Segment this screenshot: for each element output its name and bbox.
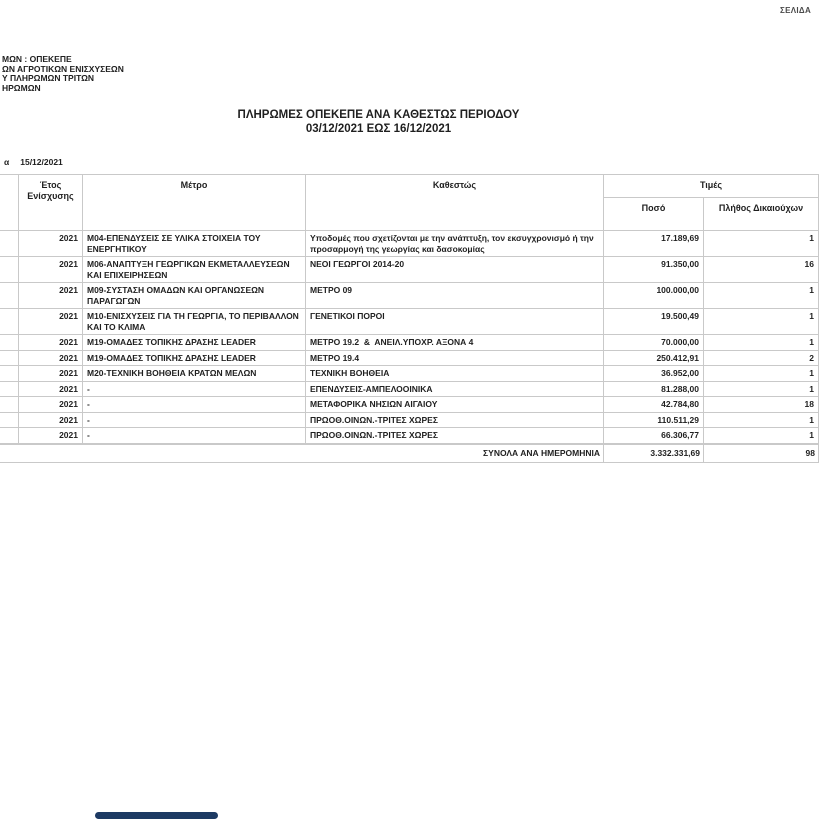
row-count: 1 <box>704 335 819 351</box>
row-measure: M04-ΕΠΕΝΔΥΣΕΙΣ ΣΕ ΥΛΙΚΑ ΣΤΟΙΧΕΙΑ ΤΟΥ ΕΝΕΡΓΗΤΙΚΟΥ <box>83 231 306 257</box>
row-regime: ΜΕΤΑΦΟΡΙΚΑ ΝΗΣΙΩΝ ΑΙΓΑΙΟΥ <box>306 397 604 413</box>
row-amount: 17.189,69 <box>604 231 704 257</box>
table-header-row-1 <box>0 175 819 198</box>
row-year: 2021 <box>19 309 83 335</box>
row-count: 16 <box>704 257 819 283</box>
row-year: 2021 <box>19 283 83 309</box>
row-year: 2021 <box>19 381 83 397</box>
row-count: 18 <box>704 397 819 413</box>
header-regime: Καθεστώς <box>306 175 604 231</box>
table-row <box>0 428 819 444</box>
row-count: 2 <box>704 350 819 366</box>
row-measure: - <box>83 397 306 413</box>
row-year: 2021 <box>19 397 83 413</box>
row-regime: Υποδομές που σχετίζονται με την ανάπτυξη, τον εκσυγχρονισμό ή την προσαρμογή της γεωργίας και δασοκομίας <box>306 231 604 257</box>
row-year: 2021 <box>19 257 83 283</box>
header-beneficiaries: Πλήθος Δικαιούχων <box>704 198 819 231</box>
row-measure: - <box>83 381 306 397</box>
row-year: 2021 <box>19 335 83 351</box>
row-stub-cell <box>0 412 19 428</box>
report-title-line1: ΠΛΗΡΩΜΕΣ ΟΠΕΚΕΠΕ ΑΝΑ ΚΑΘΕΣΤΩΣ ΠΕΡΙΟΔΟΥ <box>237 109 520 121</box>
row-count: 1 <box>704 283 819 309</box>
organization-header-block <box>2 55 124 93</box>
row-regime: ΠΡΩΟΘ.ΟΙΝΩΝ.-ΤΡΙΤΕΣ ΧΩΡΕΣ <box>306 428 604 444</box>
row-count: 1 <box>704 428 819 444</box>
report-title-period: 03/12/2021 ΕΩΣ 16/12/2021 <box>305 123 452 135</box>
row-stub-cell <box>0 335 19 351</box>
row-regime: ΠΡΩΟΘ.ΟΙΝΩΝ.-ΤΡΙΤΕΣ ΧΩΡΕΣ <box>306 412 604 428</box>
table-row <box>0 381 819 397</box>
table-row <box>0 366 819 382</box>
org-line-1: ΜΩΝ : ΟΠΕΚΕΠΕ <box>2 54 72 64</box>
row-measure: M10-ΕΝΙΣΧΥΣΕΙΣ ΓΙΑ ΤΗ ΓΕΩΡΓΙΑ, ΤΟ ΠΕΡΙΒΑΛΛΟΝ ΚΑΙ ΤΟ ΚΛΙΜΑ <box>83 309 306 335</box>
row-year: 2021 <box>19 428 83 444</box>
header-measure: Μέτρο <box>83 175 306 231</box>
report-title <box>0 108 757 136</box>
table-row <box>0 231 819 257</box>
totals-count: 98 <box>704 445 819 463</box>
table-row <box>0 397 819 413</box>
row-count: 1 <box>704 412 819 428</box>
row-stub-cell <box>0 283 19 309</box>
row-year: 2021 <box>19 366 83 382</box>
report-date-value: 15/12/2021 <box>20 157 63 167</box>
row-stub-cell <box>0 309 19 335</box>
row-amount: 66.306,77 <box>604 428 704 444</box>
row-regime: ΕΠΕΝΔΥΣΕΙΣ-ΑΜΠΕΛΟΟΙΝΙΚΑ <box>306 381 604 397</box>
report-date-row <box>4 157 63 167</box>
row-stub-cell <box>0 366 19 382</box>
header-amount: Ποσό <box>604 198 704 231</box>
row-measure: - <box>83 412 306 428</box>
table-row <box>0 283 819 309</box>
page-number-label: ΣΕΛΙΔΑ <box>780 6 812 15</box>
row-count: 1 <box>704 309 819 335</box>
payments-table <box>0 174 819 444</box>
row-year: 2021 <box>19 231 83 257</box>
row-regime: ΜΕΤΡΟ 09 <box>306 283 604 309</box>
row-stub-cell <box>0 257 19 283</box>
row-measure: M09-ΣΥΣΤΑΣΗ ΟΜΑΔΩΝ ΚΑΙ ΟΡΓΑΝΩΣΕΩΝ ΠΑΡΑΓΩΓΩΝ <box>83 283 306 309</box>
org-line-3: Υ ΠΛΗΡΩΜΩΝ ΤΡΙΤΩΝ <box>2 73 95 84</box>
row-stub-cell <box>0 350 19 366</box>
table-row <box>0 309 819 335</box>
date-label-fragment: α <box>4 157 10 167</box>
row-amount: 19.500,49 <box>604 309 704 335</box>
row-regime: ΝΕΟΙ ΓΕΩΡΓΟΙ 2014-20 <box>306 257 604 283</box>
row-regime: ΤΕΧΝΙΚΗ ΒΟΗΘΕΙΑ <box>306 366 604 382</box>
row-measure: M06-ΑΝΑΠΤΥΞΗ ΓΕΩΡΓΙΚΩΝ ΕΚΜΕΤΑΛΛΕΥΣΕΩΝ ΚΑΙ ΕΠΙΧΕΙΡΗΣΕΩΝ <box>83 257 306 283</box>
org-line-2: ΩΝ ΑΓΡΟΤΙΚΩΝ ΕΝΙΣΧΥΣΕΩΝ <box>2 63 124 74</box>
org-line-4: ΗΡΩΜΩΝ <box>2 82 41 93</box>
totals-table <box>0 444 819 463</box>
table-row <box>0 412 819 428</box>
table-row <box>0 335 819 351</box>
row-stub-cell <box>0 381 19 397</box>
row-stub-cell <box>0 428 19 444</box>
row-amount: 42.784,80 <box>604 397 704 413</box>
header-values-group: Τιμές <box>604 175 819 198</box>
row-count: 1 <box>704 366 819 382</box>
row-amount: 70.000,00 <box>604 335 704 351</box>
row-regime: ΜΕΤΡΟ 19.2 & ΑΝΕΙΛ.ΥΠΟΧΡ. ΑΞΟΝΑ 4 <box>306 335 604 351</box>
horizontal-scrollbar-thumb[interactable] <box>95 812 218 819</box>
row-regime: ΜΕΤΡΟ 19.4 <box>306 350 604 366</box>
row-amount: 110.511,29 <box>604 412 704 428</box>
totals-row <box>0 445 819 463</box>
header-stub-cell <box>0 175 19 231</box>
row-stub-cell <box>0 231 19 257</box>
row-year: 2021 <box>19 412 83 428</box>
row-measure: - <box>83 428 306 444</box>
row-year: 2021 <box>19 350 83 366</box>
row-amount: 81.288,00 <box>604 381 704 397</box>
table-row <box>0 257 819 283</box>
row-measure: M19-ΟΜΑΔΕΣ ΤΟΠΙΚΗΣ ΔΡΑΣΗΣ LEADER <box>83 350 306 366</box>
row-amount: 250.412,91 <box>604 350 704 366</box>
row-stub-cell <box>0 397 19 413</box>
table-row <box>0 350 819 366</box>
header-year: Έτος Ενίσχυσης <box>19 175 83 231</box>
row-amount: 36.952,00 <box>604 366 704 382</box>
row-count: 1 <box>704 231 819 257</box>
row-amount: 91.350,00 <box>604 257 704 283</box>
row-measure: M20-ΤΕΧΝΙΚΗ ΒΟΗΘΕΙΑ ΚΡΑΤΩΝ ΜΕΛΩΝ <box>83 366 306 382</box>
row-regime: ΓΕΝΕΤΙΚΟΙ ΠΟΡΟΙ <box>306 309 604 335</box>
row-count: 1 <box>704 381 819 397</box>
row-measure: M19-ΟΜΑΔΕΣ ΤΟΠΙΚΗΣ ΔΡΑΣΗΣ LEADER <box>83 335 306 351</box>
totals-label: ΣΥΝΟΛΑ ΑΝΑ ΗΜΕΡΟΜΗΝΙΑ <box>0 445 604 463</box>
row-amount: 100.000,00 <box>604 283 704 309</box>
totals-amount: 3.332.331,69 <box>604 445 704 463</box>
